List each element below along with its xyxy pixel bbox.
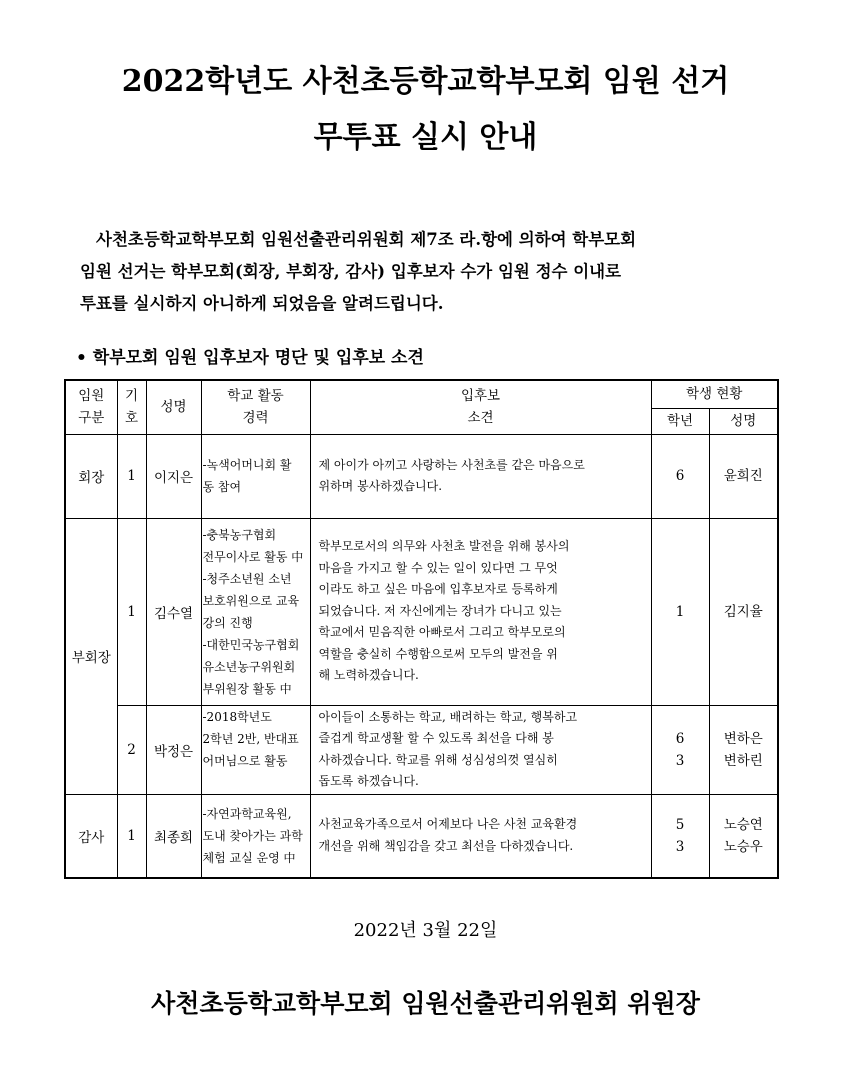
intro-line: 사천초등학교학부모회 임원선출관리위원회 제7조 라.항에 의하여 학부모회 bbox=[96, 230, 637, 249]
number-cell: 1 bbox=[117, 434, 146, 518]
student-cell: 윤희진 bbox=[709, 434, 778, 518]
name-cell: 이지은 bbox=[146, 434, 201, 518]
number-cell: 1 bbox=[117, 518, 146, 705]
section-heading: • 학부모회 임원 입후보자 명단 및 입후보 소견 bbox=[76, 348, 424, 368]
grade-cell: 1 bbox=[651, 518, 709, 705]
opinion-cell: 제 아이가 아끼고 사랑하는 사천초를 같은 마음으로 위하며 봉사하겠습니다. bbox=[310, 434, 651, 518]
header-grade: 학년 bbox=[651, 408, 709, 434]
number-cell: 2 bbox=[117, 705, 146, 794]
intro-paragraph bbox=[80, 224, 776, 320]
role-cell: 감사 bbox=[65, 794, 117, 878]
opinion-cell: 사천교육가족으로서 어제보다 나은 사천 교육환경 개선을 위해 책임감을 갖고 최선을 다하겠습니다. bbox=[310, 794, 651, 878]
number-cell: 1 bbox=[117, 794, 146, 878]
header-opinion: 입후보 소견 bbox=[310, 380, 651, 434]
document-date: 2022년 3월 22일 bbox=[353, 920, 498, 941]
grade-cell: 6 3 bbox=[651, 705, 709, 794]
opinion-cell: 아이들이 소통하는 학교, 배려하는 학교, 행복하고 즐겁게 학교생활 할 수 있도록 최선을 다해 봉 사하겠습니다. 학교를 위해 성심성의껏 열심히 돕도록 하겠습니다. bbox=[310, 705, 651, 794]
intro-line: 임원 선거는 학부모회(회장, 부회장, 감사) 입후보자 수가 임원 정수 이내로 bbox=[80, 262, 622, 281]
header-name: 성명 bbox=[146, 380, 201, 434]
student-cell: 변하은 변하린 bbox=[709, 705, 778, 794]
role-cell: 회장 bbox=[65, 434, 117, 518]
table-row bbox=[65, 794, 778, 878]
page-title: 2022학년도 사천초등학교학부모회 임원 선거 bbox=[121, 64, 730, 99]
header-activity: 학교 활동 경력 bbox=[201, 380, 310, 434]
student-cell: 김지율 bbox=[709, 518, 778, 705]
header-student-name: 성명 bbox=[709, 408, 778, 434]
header-number: 기 호 bbox=[117, 380, 146, 434]
activity-cell: -충북농구협회 전무이사로 활동 中 -청주소년원 소년 보호위원으로 교육 강의 진행 -대한민국농구협회 유소년농구위원회 부위원장 활동 中 bbox=[201, 518, 310, 705]
student-cell: 노승연 노승우 bbox=[709, 794, 778, 878]
page-subtitle: 무투표 실시 안내 bbox=[313, 120, 538, 155]
role-cell: 부회장 bbox=[65, 518, 117, 794]
activity-cell: -2018학년도 2학년 2반, 반대표 어머님으로 활동 bbox=[201, 705, 310, 794]
candidate-table bbox=[64, 379, 779, 879]
intro-line: 투표를 실시하지 아니하게 되었음을 알려드립니다. bbox=[80, 294, 444, 313]
table-row bbox=[65, 705, 778, 794]
header-student-status: 학생 현황 bbox=[651, 380, 778, 408]
header-role: 임원 구분 bbox=[65, 380, 117, 434]
activity-cell: -자연과학교육원, 도내 찾아가는 과학 체험 교실 운영 中 bbox=[201, 794, 310, 878]
opinion-cell: 학부모로서의 의무와 사천초 발전을 위해 봉사의 마음을 가지고 할 수 있는 일이 있다면 그 무엇 이라도 하고 싶은 마음에 입후보자로 등록하게 되었습니다. 저 자신에게는 장녀가 다니고 있는 학교에서 믿음직한 아빠로서 그리고 학부모로의 역할을 충실히 수행함으로써 모두의 발전을 위 해 노력하겠습니다. bbox=[310, 518, 651, 705]
name-cell: 최종희 bbox=[146, 794, 201, 878]
grade-cell: 6 bbox=[651, 434, 709, 518]
table-row bbox=[65, 518, 778, 705]
activity-cell: -녹색어머니회 활 동 참여 bbox=[201, 434, 310, 518]
grade-cell: 5 3 bbox=[651, 794, 709, 878]
table-row bbox=[65, 434, 778, 518]
name-cell: 김수열 bbox=[146, 518, 201, 705]
signature-line: 사천초등학교학부모회 임원선출관리위원회 위원장 bbox=[151, 989, 700, 1018]
name-cell: 박정은 bbox=[146, 705, 201, 794]
